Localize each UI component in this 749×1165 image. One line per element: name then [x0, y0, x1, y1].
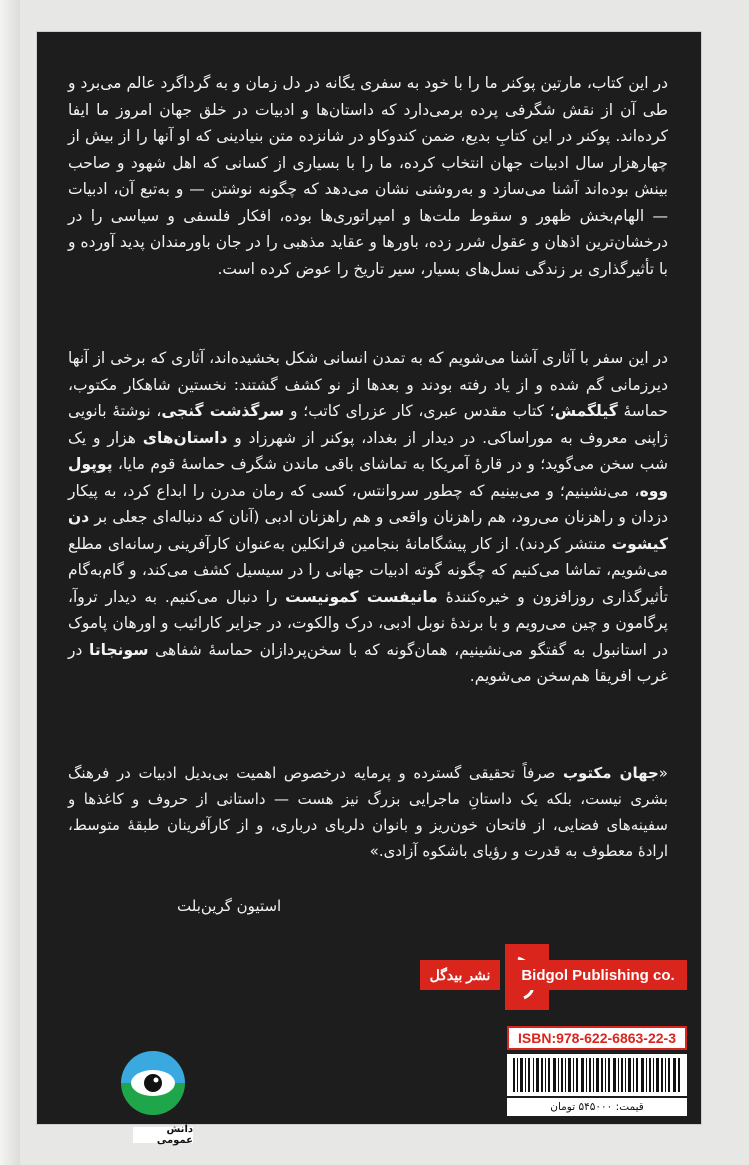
title-popol-vuh: پوپول ووه	[68, 455, 668, 500]
description-paragraph-2	[68, 345, 668, 690]
book-back-cover	[37, 32, 701, 1146]
quote-book-title: جهان مکتوب	[562, 764, 659, 782]
price-label: قیمت: ۵۴۵۰۰۰ تومان	[507, 1098, 687, 1116]
eye-icon	[117, 1047, 189, 1127]
series-label: دانش عمومی	[133, 1127, 193, 1143]
quote-open-mark: «	[658, 764, 668, 782]
p2-text-7: را دنبال می‌کنیم. به دیدار تروآ، پرگامون و چین می‌رویم و با برندهٔ نوبل ادبی، درک والکوت، در جزایر کارائیب و اورهان پاموک در استانبول به گفتگو می‌نشینیم، همان‌گونه که با سخن‌پردازان حماسهٔ شفاهی	[68, 587, 668, 659]
p2-text-2: ؛ کتاب مقدس عبری، کار عزرای کاتب؛ و	[284, 402, 555, 420]
p2-text-8: در غرب افریقا هم‌سخن می‌شویم.	[68, 640, 668, 685]
title-genji: سرگذشت گنجی	[161, 402, 285, 420]
publisher-name-en: Bidgol Publishing co.	[509, 960, 687, 990]
publisher-name-fa: نشر بیدگل	[420, 960, 500, 990]
paragraph-1-text: در این کتاب، مارتین پوکنر ما را با خود به سفری یگانه در دل زمان و به گرداگرد عالم می‌برد و طی آن از نقش شگرفی پرده برمی‌دارد که داستان‌ها و ادبیات در خلق جهان امروز ما ایفا کرده‌اند. پوکنر در این کتابِ بدیع، ضمن کندوکاو در شانزده متن بنیادینی که او آنها را از بیش از چهارهزار سال ادبیات جهان انتخاب کرده، ما را با بسیاری از کسانی که اهل شهود و صاحب بینش بوده‌اند آشنا می‌سازد و به‌روشنی نشان می‌دهد که چگونه نوشتن — و به‌تبع آن، ادبیات — الهام‌بخش ظهور و سقوط ملت‌ها و امپراتوری‌ها بوده، افکار فلسفی و سیاسی را در درخشان‌ترین اذهان و عقول شرر زده، باورها و عقاید مذهبی را در جان باورمندان پدید آورده و با تأثیرگذاری بر زندگی نسل‌های بسیار، سیر تاریخ را عوض کرده است.	[68, 74, 668, 278]
p2-text-6: منتشر کردند). از کار پیشگامانهٔ بنجامین فرانکلین به‌عنوان کارآفرینی رسانه‌ای مطلع می‌شویم، تماشا می‌کنیم که چگونه گوته ادبیات جهانی را در سیسیل کشف می‌کند، و گام‌به‌گام تأثیرگذاری روزافزون و خیره‌کنندهٔ	[68, 534, 669, 606]
quote-author: استیون گرین‌بلت	[177, 897, 282, 915]
quote-body: صرفاً تحقیقی گسترده و پرمایه درخصوص اهمیت بی‌بدیل ادبیات در فرهنگ بشری نیست، بلکه یک داستانِ ماجرایی بزرگ نیز هست — داستانی از حروف و کاغذها و سفینه‌های فضایی، از فاتحان خون‌ریز و بانوان دلربای درباری، و از کارآفرینان طبقهٔ متوسط، ارادهٔ معطوف به قدرت و رؤیای باشکوه آزادی.»	[68, 764, 668, 860]
title-gilgamesh: گیلگمش	[554, 402, 618, 420]
description-paragraph-1	[68, 70, 668, 282]
review-quote	[68, 760, 668, 864]
barcode-icon	[507, 1054, 687, 1096]
p2-text-3: ، نوشتهٔ بانویی ژاپنی معروف به موراساکی. در دیدار از بغداد، پوکنر از شهرزاد و	[68, 402, 668, 447]
title-don-quixote: دن کیشوت	[68, 508, 668, 553]
title-arabian-nights: داستان‌های	[142, 428, 228, 447]
title-sunjata: سونجاتا	[89, 640, 149, 659]
isbn-label: ISBN:978-622-6863-22-3	[507, 1026, 687, 1050]
page-edge	[0, 0, 20, 1165]
barcode	[507, 1054, 687, 1096]
p2-text-4: هزار و یک شب سخن می‌گوید؛ و در قارهٔ آمریکا به تماشای باقی ماندن شگرف حماسهٔ قوم مایا،	[68, 428, 668, 473]
title-communist-manifesto: مانیفست کمونیست	[285, 587, 438, 606]
p2-text-1: در این سفر با آثاری آشنا می‌شویم که به تمدن انسانی شکل بخشیده‌اند، آثاری که برخی از آنها دیرزمانی گم شده و از یاد رفته بودند و بعدها از نو کشف گشتند: نخستین شاهکار مکتوب، حماسهٔ	[68, 349, 669, 420]
p2-text-5: ، می‌نشینیم؛ و می‌بینیم که چطور سروانتس، کسی که رمان مدرن را ابداع کرد، به پیکار دزدان و راهزنان می‌رود، هم راهزنان واقعی و هم راهزنان ادبی (آنان که دنباله‌ای جعلی بر	[68, 481, 668, 526]
